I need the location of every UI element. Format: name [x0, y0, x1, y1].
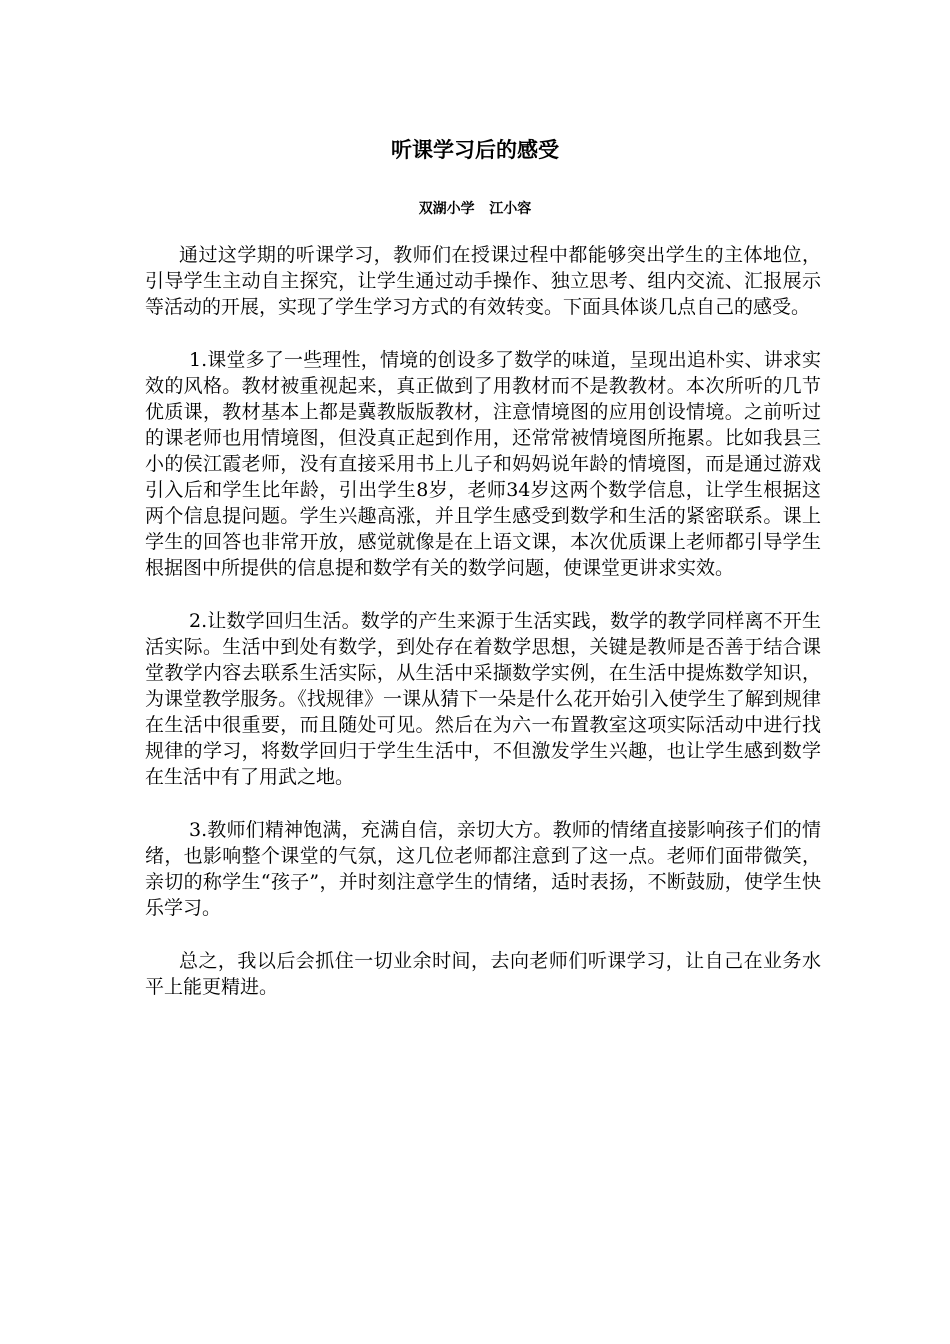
point-3-paragraph: 3.教师们精神饱满，充满自信，亲切大方。教师的情绪直接影响孩子们的情绪，也影响整个课堂的气氛，这几位老师都注意到了这一点。老师们面带微笑，亲切的称学生“孩子”，并时刻注意学生的情绪，适时表扬，不断鼓励，使学生快乐学习。 [145, 819, 821, 919]
author-line: 双湖小学 江小容 [418, 201, 532, 217]
document-body [145, 242, 821, 1027]
document-title: 听课学习后的感受 [391, 138, 559, 162]
intro-paragraph: 通过这学期的听课学习，教师们在授课过程中都能够突出学生的主体地位，引导学生主动自主探究，让学生通过动手操作、独立思考、组内交流、汇报展示等活动的开展，实现了学生学习方式的有效转变。下面具体谈几点自己的感受。 [145, 244, 821, 318]
point-2-paragraph: 2.让数学回归生活。数学的产生来源于生活实践，数学的教学同样离不开生活实际。生活中到处有数学，到处存在着数学思想，关键是教师是否善于结合课堂教学内容去联系生活实际，从生活中采撷数学实例，在生活中提炼数学知识，为课堂教学服务。《找规律》一课从猜下一朵是什么花开始引入使学生了解到规律在生活中很重要，而且随处可见。然后在为六一布置教室这项实际活动中进行找规律的学习，将数学回归于学生生活中，不但激发学生兴趣，也让学生感到数学在生活中有了用武之地。 [145, 610, 821, 788]
conclusion-paragraph: 总之，我以后会抓住一切业余时间，去向老师们听课学习，让自己在业务水平上能更精进。 [145, 950, 821, 998]
point-1-paragraph: 1.课堂多了一些理性，情境的创设多了数学的味道，呈现出追朴实、讲求实效的风格。教材被重视起来，真正做到了用教材而不是教教材。本次所听的几节优质课，教材基本上都是冀教版版教材，注意情境图的应用创设情境。之前听过的课老师也用情境图，但没真正起到作用，还常常被情境图所拖累。比如我县三小的侯江霞老师，没有直接采用书上儿子和妈妈说年龄的情境图，而是通过游戏引入后和学生比年龄，引出学生8岁，老师34岁这两个数学信息，让学生根据这两个信息提问题。学生兴趣高涨，并且学生感受到数学和生活的紧密联系。课上学生的回答也非常开放，感觉就像是在上语文课，本次优质课上老师都引导学生根据图中所提供的信息提和数学有关的数学问题，使课堂更讲求实效。 [145, 349, 821, 579]
